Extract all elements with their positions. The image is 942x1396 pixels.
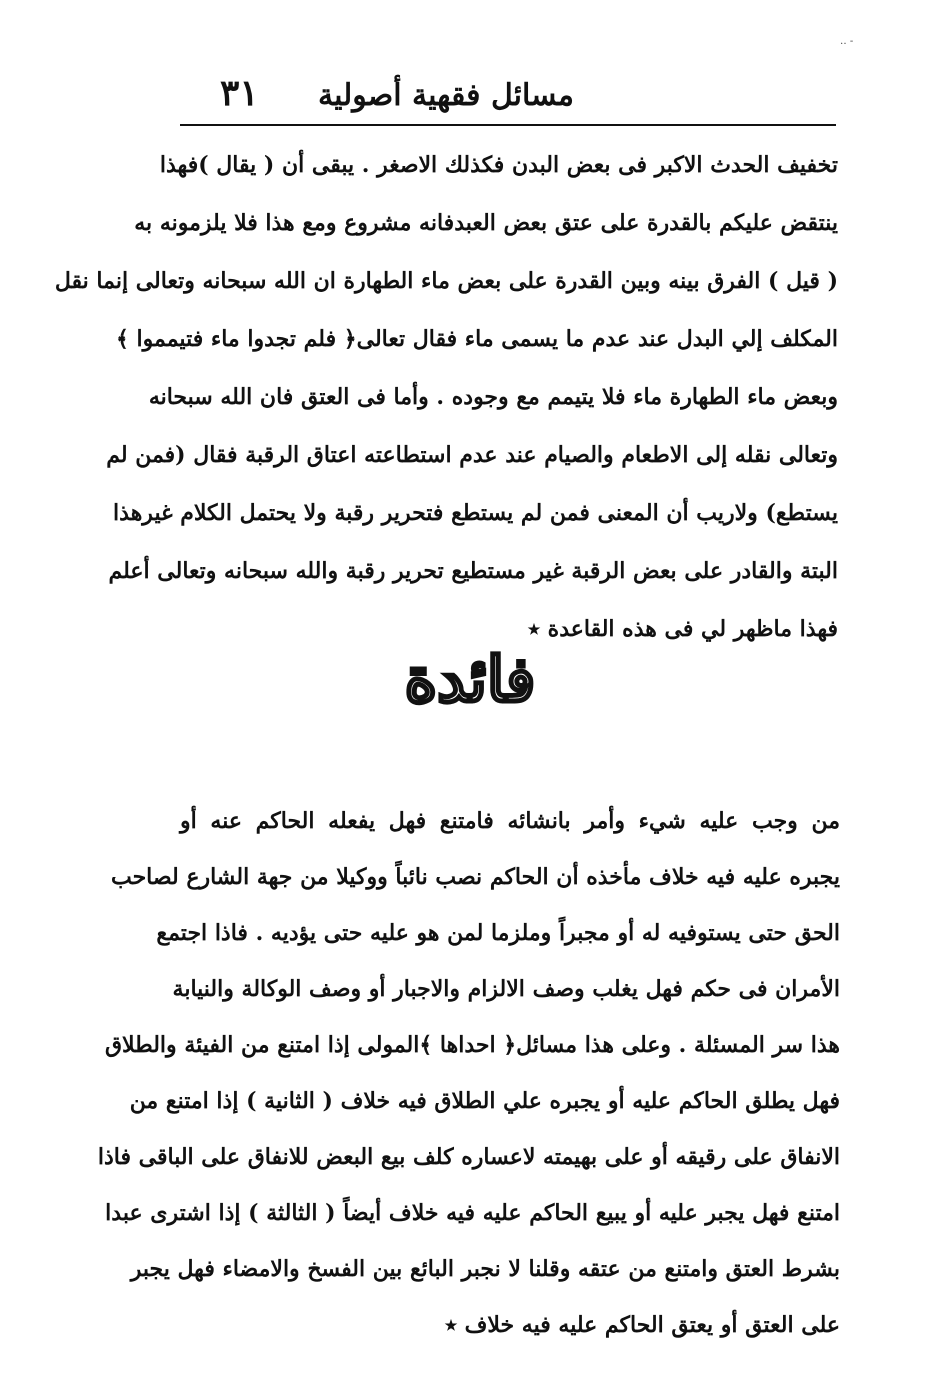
text-line: يجبره عليه فيه خلاف مأخذه أن الحاكم نصب نائباً ووكيلا من جهة الشارع لصاحب: [110, 864, 840, 890]
text-line: وبعض ماء الطهارة ماء فلا يتيمم مع وجوده . وأما فى العتق فان الله سبحانه: [148, 384, 838, 410]
text-line: فهذا ماظهر لي فى هذه القاعدة ٭: [528, 616, 838, 642]
text-line: هذا سر المسئلة . وعلى هذا مسائل﴿ احداها ﴾المولى إذا امتنع من الفيئة والطلاق: [104, 1032, 840, 1058]
running-title: مسائل فقهية أصولية: [318, 78, 574, 113]
text-line: ( قيل ) الفرق بينه وبين القدرة على بعض ماء الطهارة ان الله سبحانه وتعالى إنما نقل: [54, 268, 838, 294]
page-number: ٣١: [220, 72, 259, 114]
text-line: من وجب عليه شيء وأمر بانشائه فامتنع فهل يفعله الحاكم عنه أو: [180, 808, 840, 834]
text-line: يستطع) ولاريب أن المعنى فمن لم يستطع فتحرير رقبة ولا يحتمل الكلام غيرهذا: [113, 500, 838, 526]
section-heading-text: فائدة: [404, 643, 536, 716]
text-line: على العتق أو يعتق الحاكم عليه فيه خلاف ٭: [444, 1312, 840, 1338]
bottom-paragraph: [97, 793, 840, 1353]
text-line: الأمران فى حكم فهل يغلب وصف الالزام والاجبار أو وصف الوكالة والنيابة: [172, 976, 840, 1002]
text-line: البتة والقادر على بعض الرقبة غير مستطيع تحرير رقبة والله سبحانه وتعالى أعلم: [108, 558, 838, 584]
header-rule: [180, 124, 836, 126]
page-header: [180, 72, 836, 124]
text-line: الانفاق على رقيقه أو على بهيمته لاعساره كلف بيع البعض للانفاق على الباقى فاذا: [97, 1144, 840, 1170]
top-paragraph: [54, 136, 838, 658]
text-line: وتعالى نقله إلى الاطعام والصيام عند عدم استطاعته اعتاق الرقبة فقال (فمن لم: [106, 442, 838, 468]
text-line: الحق حتى يستوفيه له أو مجبراً وملزما لمن هو عليه حتى يؤديه . فاذا اجتمع: [156, 920, 840, 946]
text-line: تخفيف الحدث الاكبر فى بعض البدن فكذلك الاصغر . يبقى أن ( يقال )فهذا: [159, 152, 838, 178]
text-line: المكلف إلي البدل عند عدم ما يسمى ماء فقال تعالى﴿ فلم تجدوا ماء فتيمموا ﴾: [115, 326, 838, 352]
section-heading: [330, 630, 610, 730]
text-line: فهل يطلق الحاكم عليه أو يجبره علي الطلاق فيه خلاف ( الثانية ) إذا امتنع من: [129, 1088, 840, 1114]
text-line: امتنع فهل يجبر عليه أو يبيع الحاكم عليه فيه خلاف أيضاً ( الثالثة ) إذا اشترى عبدا: [105, 1200, 840, 1226]
scan-mark: ‥ ‐: [840, 36, 854, 47]
text-line: ينتقض عليكم بالقدرة على عتق بعض العبدفانه مشروع ومع هذا فلا يلزمونه به: [134, 210, 838, 236]
text-line: بشرط العتق وامتنع من عتقه وقلنا لا نجبر البائع بين الفسخ والامضاء فهل يجبر: [130, 1256, 840, 1282]
